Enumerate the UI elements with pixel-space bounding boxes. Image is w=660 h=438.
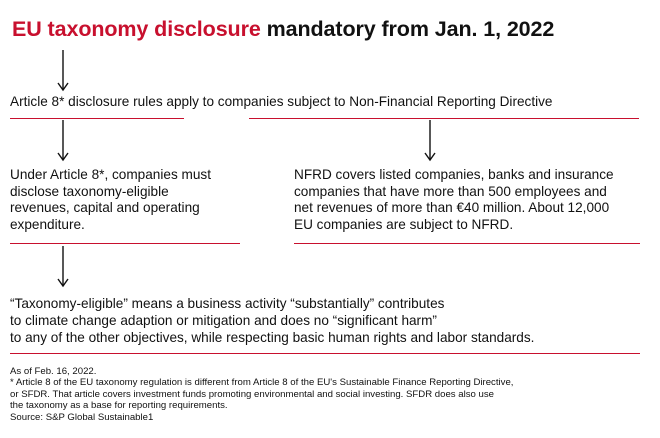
article8-rule-right [249,118,639,119]
arrow-down-icon [57,120,69,162]
taxonomy-eligible-text: “Taxonomy-eligible” means a business activity “substantially” contributes to climate change adaption or mitigation and does no “significant harm” to any of the other objectives, while respecting basic human rights and labor standards. [10,296,535,346]
footnote-line: * Article 8 of the EU taxonomy regulation is different from Article 8 of the EU's Sustainable Finance Reporting Directive, [10,377,514,389]
chart-title [12,17,554,42]
arrow-down-icon [57,246,69,288]
source-line: Source: S&P Global Sustainable1 [10,411,154,423]
taxonomy-eligible-rule [10,353,640,354]
footnotes [10,366,650,423]
article8-rule-left [10,118,184,119]
footnote-line: the taxonomy as a base for reporting requirements. [10,400,228,412]
arrow-down-icon [57,50,69,92]
title-highlight: EU taxonomy disclosure [12,17,261,41]
arrow-down-icon [424,120,436,162]
title-rest: mandatory from Jan. 1, 2022 [260,17,555,41]
under-article8-rule [10,243,240,244]
article8-rules-text: Article 8* disclosure rules apply to companies subject to Non-Financial Reporting Directive [10,94,553,109]
nfrd-rule [294,243,640,244]
footnote-line: or SFDR. That article covers investment funds promoting environmental and social investing. SFDR does also use [10,388,494,400]
as-of-date: As of Feb. 16, 2022. [10,366,97,377]
nfrd-text: NFRD covers listed companies, banks and insurance companies that have more than 500 employees and net revenues of more than €40 million. About 12,000 EU companies are subject to NFRD. [294,167,614,232]
under-article8-text: Under Article 8*, companies must disclose taxonomy-eligible revenues, capital and operating expenditure. [10,167,211,232]
